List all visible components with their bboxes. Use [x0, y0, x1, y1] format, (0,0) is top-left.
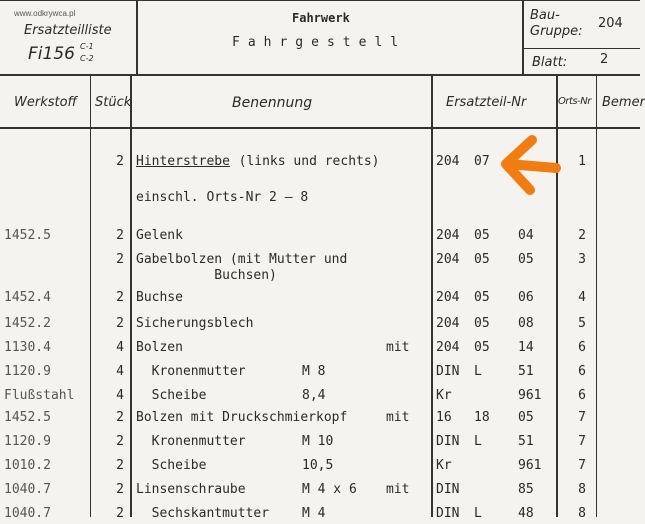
cell-benennung: Kronenmutter — [136, 364, 246, 379]
cell-mit: mit — [386, 482, 410, 497]
cell-p1: 204 — [436, 154, 460, 169]
cell-p3: 08 — [518, 316, 534, 331]
table-row — [0, 226, 640, 246]
cell-werkstoff: 1010.2 — [4, 458, 51, 473]
cell-benennung: Buchse — [136, 290, 183, 305]
cell-p2: 18 — [474, 410, 490, 425]
cell-benennung: Kronenmutter — [136, 434, 246, 449]
title-fahrwerk: Fahrwerk — [292, 11, 350, 25]
cell-p3: 961 — [518, 458, 542, 473]
cell-mit: mit — [386, 340, 410, 355]
cell-p3: 961 — [518, 388, 542, 403]
aircraft-type: Fi156 — [28, 44, 75, 64]
arrow-left-icon — [494, 130, 566, 200]
cell-p3: 85 — [518, 482, 534, 497]
cell-stueck: 4 — [116, 364, 124, 379]
cell-p3: 14 — [518, 340, 534, 355]
cell-orts: 6 — [578, 388, 586, 403]
cell-benennung: Bolzen mit Druckschmierkopf — [136, 410, 348, 425]
cell-orts: 3 — [578, 252, 586, 267]
cell-p2: 05 — [474, 252, 490, 267]
cell-werkstoff: 1452.5 — [4, 410, 51, 425]
cell-stueck: 4 — [116, 388, 124, 403]
cell-werkstoff: 1120.9 — [4, 434, 51, 449]
table-row — [0, 432, 640, 452]
table-row — [0, 288, 640, 308]
cell-benennung: Sechskantmutter — [136, 506, 270, 521]
header-blatt-divider — [522, 48, 640, 49]
watermark: www.odkrywca.pl — [14, 9, 76, 18]
cell-werkstoff: 1040.7 — [4, 482, 51, 497]
cell-spec: 8,4 — [302, 388, 326, 403]
col-header-orts-nr: Orts-Nr — [558, 96, 591, 107]
cell-p1: 16 — [436, 410, 452, 425]
header-vline-2 — [522, 0, 524, 76]
cell-p2: 07 — [474, 154, 490, 169]
cell-p2: 05 — [474, 228, 490, 243]
cell-p2: 05 — [474, 340, 490, 355]
cell-orts: 7 — [578, 458, 586, 473]
col-header-benennung: Benennung — [232, 95, 313, 111]
cell-p2: 05 — [474, 290, 490, 305]
cell-p1: DIN — [436, 434, 460, 449]
cell-mit: mit — [386, 410, 410, 425]
cell-werkstoff: Flußstahl — [4, 388, 75, 403]
cell-orts: 4 — [578, 290, 586, 305]
cell-orts: 8 — [578, 506, 586, 521]
cell-benennung_rest: (links und rechts) — [230, 154, 380, 169]
cell-stueck: 2 — [116, 228, 124, 243]
cell-werkstoff: 1452.5 — [4, 228, 51, 243]
cell-orts: 7 — [578, 410, 586, 425]
cell-stueck: 2 — [116, 252, 124, 267]
cell-orts: 8 — [578, 482, 586, 497]
table-row — [0, 314, 640, 334]
cell-p3: 51 — [518, 434, 534, 449]
cell-p3: 04 — [518, 228, 534, 243]
blatt-value: 2 — [600, 52, 609, 67]
cell-benennung: Bolzen — [136, 340, 183, 355]
cell-stueck: 2 — [116, 290, 124, 305]
cell-p1: DIN — [436, 482, 460, 497]
cell-p1: Kr — [436, 458, 452, 473]
table-row — [0, 362, 640, 382]
cell-p3: 48 — [518, 506, 534, 521]
cell-p2: L — [474, 364, 482, 379]
col-header-werkstoff: Werkstoff — [14, 95, 77, 110]
cell-stueck: 2 — [116, 410, 124, 425]
col-header-bemerkung: Bemer — [602, 95, 645, 110]
cell-p1: 204 — [436, 316, 460, 331]
list-title: Ersatzteilliste — [24, 23, 112, 38]
cell-benennung: Sicherungsblech — [136, 316, 254, 331]
cell-orts: 5 — [578, 316, 586, 331]
header-line-top — [0, 0, 640, 1]
cell-p2: 05 — [474, 316, 490, 331]
cell-stueck: 2 — [116, 506, 124, 521]
table-row — [0, 266, 640, 286]
cell-stueck: 2 — [116, 482, 124, 497]
table-row — [0, 504, 640, 524]
cell-p1: 204 — [436, 228, 460, 243]
cell-p1: Kr — [436, 388, 452, 403]
cell-p1: 204 — [436, 252, 460, 267]
cell-spec: M 10 — [302, 434, 334, 449]
baugruppe-label: Bau- Gruppe: — [530, 8, 583, 39]
cell-spec: M 4 — [302, 506, 326, 521]
cell-p3: 05 — [518, 410, 534, 425]
table-row — [0, 480, 640, 500]
cell-benennung: Gabelbolzen (mit Mutter und — [136, 252, 348, 267]
cell-werkstoff: 1130.4 — [4, 340, 51, 355]
cell-spec: M 8 — [302, 364, 326, 379]
variant-bottom: C-2 — [80, 54, 94, 63]
column-header-bottom — [0, 127, 640, 129]
cell-orts: 2 — [578, 228, 586, 243]
cell-orts: 1 — [578, 154, 586, 169]
table-row — [0, 456, 640, 476]
header-vline-1 — [136, 0, 138, 76]
cell-p2: L — [474, 434, 482, 449]
cell-benennung: Linsenschraube — [136, 482, 246, 497]
cell-stueck: 2 — [116, 458, 124, 473]
cell-orts: 6 — [578, 340, 586, 355]
table-row — [0, 408, 640, 428]
cell-p3: 06 — [518, 290, 534, 305]
cell-p2: L — [474, 506, 482, 521]
cell-benennung: Scheibe — [136, 458, 207, 473]
table-row — [0, 386, 640, 406]
col-header-stueck: Stück — [95, 95, 132, 110]
cell-benennung: einschl. Orts-Nr 2 – 8 — [136, 190, 309, 205]
cell-stueck: 2 — [116, 434, 124, 449]
title-fahrgestell: Fahrgestell — [232, 35, 407, 50]
cell-p1: 204 — [436, 340, 460, 355]
header-line-bottom — [0, 74, 640, 76]
cell-benennung: Scheibe — [136, 388, 207, 403]
cell-stueck: 2 — [116, 154, 124, 169]
cell-benennung: Hinterstrebe — [136, 154, 230, 169]
blatt-label: Blatt: — [532, 55, 568, 70]
cell-spec: 10,5 — [302, 458, 334, 473]
cell-p1: DIN — [436, 364, 460, 379]
cell-stueck: 4 — [116, 340, 124, 355]
cell-werkstoff: 1452.2 — [4, 316, 51, 331]
cell-p1: 204 — [436, 290, 460, 305]
cell-werkstoff: 1120.9 — [4, 364, 51, 379]
cell-p3: 05 — [518, 252, 534, 267]
cell-p3: 51 — [518, 364, 534, 379]
cell-p1: DIN — [436, 506, 460, 521]
cell-werkstoff: 1452.4 — [4, 290, 51, 305]
col-header-ersatzteil-nr: Ersatzteil-Nr — [446, 95, 527, 110]
cell-werkstoff: 1040.7 — [4, 506, 51, 521]
cell-orts: 7 — [578, 434, 586, 449]
variant-top: C-1 — [80, 42, 94, 51]
table-row — [0, 338, 640, 358]
baugruppe-value: 204 — [598, 16, 623, 31]
cell-benennung: Gelenk — [136, 228, 183, 243]
cell-spec: M 4 x 6 — [302, 482, 357, 497]
cell-stueck: 2 — [116, 316, 124, 331]
cell-benennung: Buchsen) — [136, 268, 277, 283]
cell-orts: 6 — [578, 364, 586, 379]
